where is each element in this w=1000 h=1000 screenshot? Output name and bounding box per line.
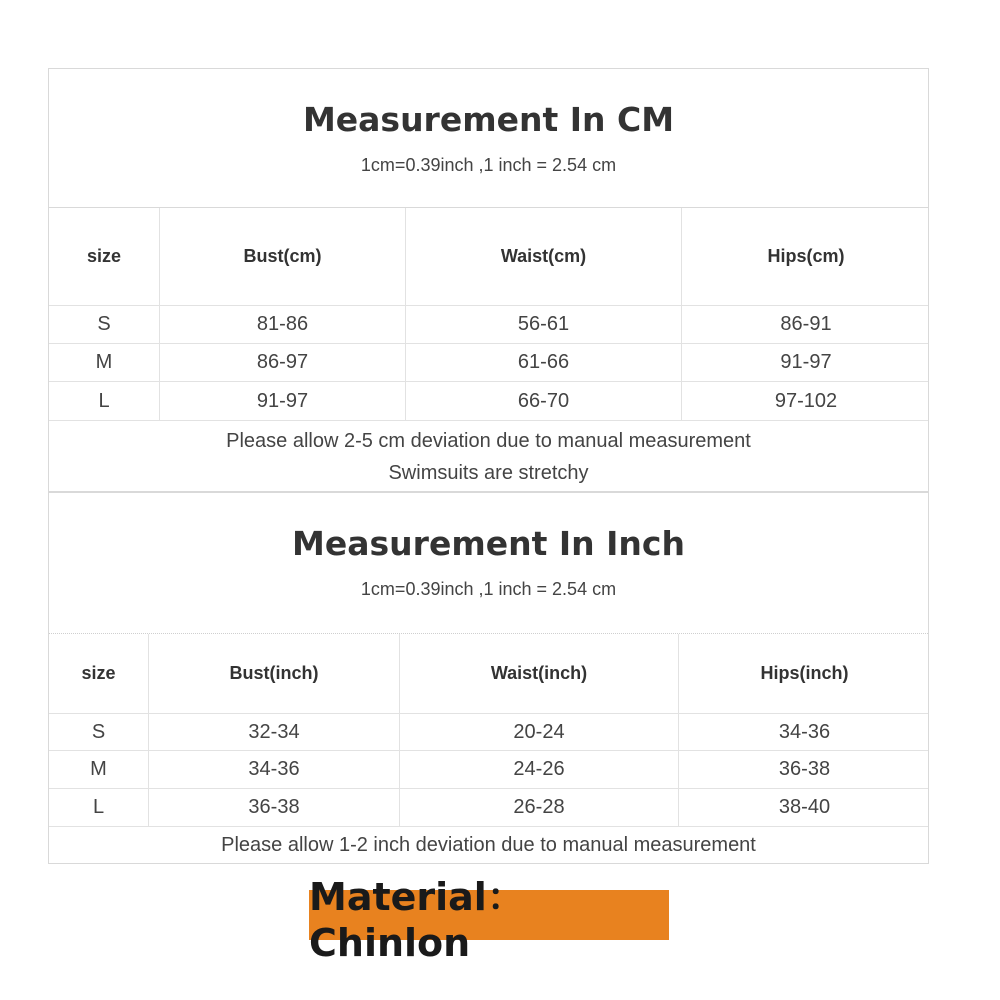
inch-table-header: [49, 634, 928, 714]
size-cell: L: [92, 796, 105, 818]
cm-header-hips: Hips(cm): [681, 208, 930, 305]
size-cell: L: [98, 389, 110, 412]
table-row: [49, 789, 928, 827]
cm-header-bust: Bust(cm): [159, 208, 405, 305]
cm-conversion-text: 1cm=0.39inch ,1 inch = 2.54 cm: [360, 155, 617, 175]
table-row: [49, 751, 928, 789]
inch-table: [49, 634, 928, 827]
table-row: [49, 306, 928, 344]
bust-cell: 81-86: [159, 306, 405, 343]
inch-header-hips: Hips(inch): [678, 634, 930, 713]
waist-cell: 61-66: [405, 344, 681, 381]
inch-header-bust: Bust(inch): [148, 634, 399, 713]
waist-cell: 56-61: [405, 306, 681, 343]
waist-cell: 20-24: [399, 714, 678, 750]
size-cell: S: [91, 720, 106, 743]
bust-cell: 36-38: [148, 789, 399, 826]
size-cell: S: [97, 313, 111, 335]
hips-cell: 36-38: [678, 751, 930, 788]
size-chart: [48, 68, 929, 864]
waist-cell: 24-26: [399, 751, 678, 788]
bust-cell: 32-34: [148, 714, 399, 750]
material-label: Material： Chinlon: [309, 874, 525, 965]
material-banner: [309, 874, 669, 965]
inch-header-size: size: [81, 663, 116, 683]
cm-header-size: size: [86, 246, 122, 266]
hips-cell: 34-36: [678, 714, 930, 750]
cm-stretch-note: Swimsuits are stretchy: [388, 462, 589, 484]
table-row: [49, 344, 928, 382]
hips-cell: 91-97: [681, 344, 930, 381]
cm-deviation-note: Please allow 2-5 cm deviation due to manual measurement: [226, 430, 751, 452]
table-row: [49, 382, 928, 421]
bust-cell: 86-97: [159, 344, 405, 381]
cm-title: Measurement In CM: [302, 100, 675, 139]
cm-header-waist: Waist(cm): [405, 208, 681, 305]
cm-title-block: [49, 69, 928, 208]
size-cell: M: [95, 351, 113, 373]
table-row: [49, 714, 928, 751]
waist-cell: 66-70: [405, 382, 681, 420]
waist-cell: 26-28: [399, 789, 678, 826]
inch-deviation-note: Please allow 1-2 inch deviation due to manual measurement: [221, 834, 756, 856]
cm-table-header: [49, 208, 928, 306]
inch-title: Measurement In Inch: [292, 524, 685, 563]
cm-note-block: [49, 421, 928, 493]
cm-table: [49, 208, 928, 421]
hips-cell: 38-40: [678, 789, 930, 826]
inch-title-block: [49, 493, 928, 634]
inch-header-waist: Waist(inch): [399, 634, 678, 713]
inch-conversion-text: 1cm=0.39inch ,1 inch = 2.54 cm: [360, 579, 617, 599]
hips-cell: 97-102: [681, 382, 930, 420]
size-cell: M: [90, 758, 107, 780]
bust-cell: 34-36: [148, 751, 399, 788]
hips-cell: 86-91: [681, 306, 930, 343]
bust-cell: 91-97: [159, 382, 405, 420]
inch-note-block: [49, 827, 928, 863]
